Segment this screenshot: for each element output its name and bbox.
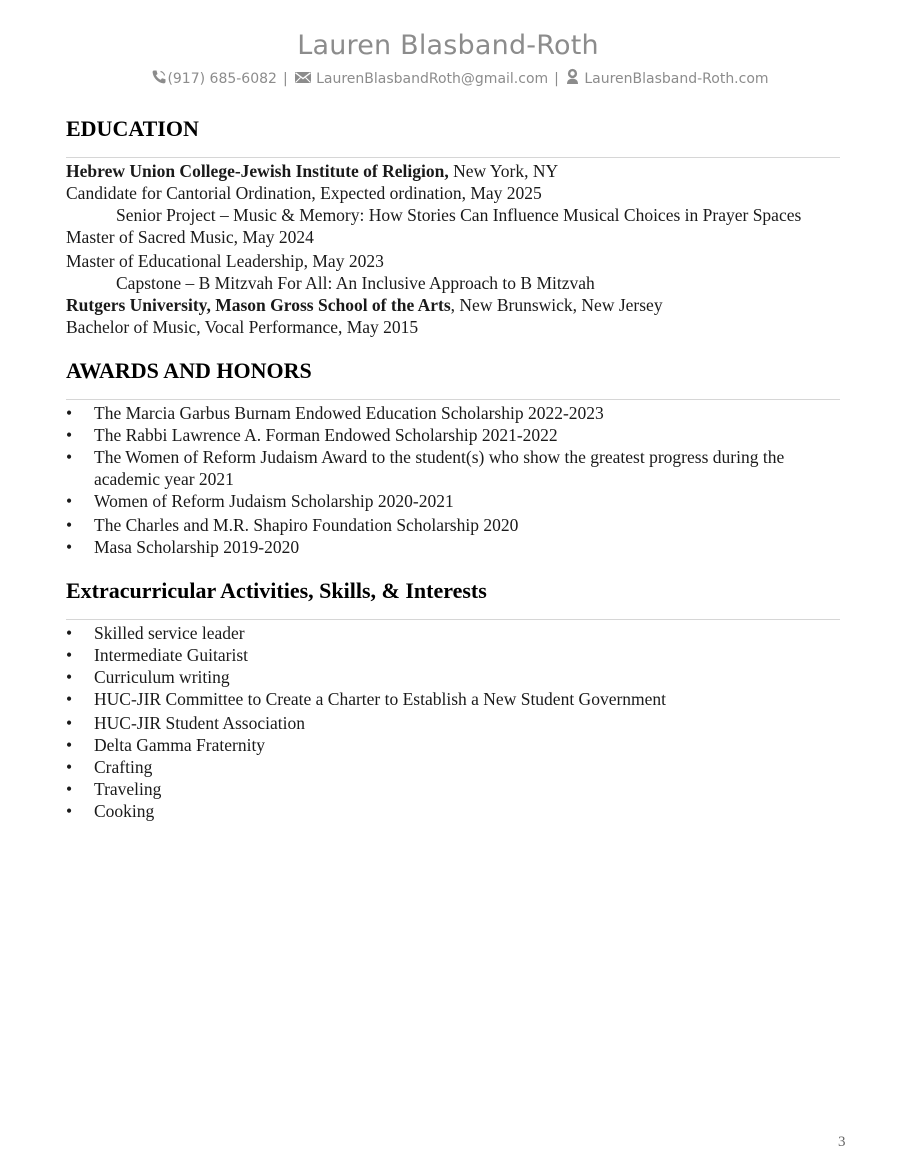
bullet-icon: • xyxy=(66,623,73,643)
project-line: Senior Project – Music & Memory: How Stories Can Influence Musical Choices in Prayer Spaces xyxy=(116,205,802,225)
section-divider xyxy=(66,619,840,620)
list-item: Curriculum writing xyxy=(94,667,230,687)
list-item: Masa Scholarship 2019-2020 xyxy=(94,537,300,557)
contact-separator: | xyxy=(282,71,288,87)
list-item: HUC-JIR Student Association xyxy=(94,713,305,733)
bullet-icon: • xyxy=(66,713,73,733)
institution-name: Rutgers University, Mason Gross School of the Arts xyxy=(66,295,451,315)
institution-location: , New Brunswick, New Jersey xyxy=(450,295,663,315)
list-item: Women of Reform Judaism Scholarship 2020-2021 xyxy=(94,491,454,511)
bullet-icon: • xyxy=(66,447,73,467)
education-entry-rutgers xyxy=(66,295,663,316)
list-item: Crafting xyxy=(94,757,153,777)
list-item: The Charles and M.R. Shapiro Foundation Scholarship 2020 xyxy=(94,515,519,535)
contact-separator: | xyxy=(554,71,559,87)
bullet-icon: • xyxy=(66,757,73,777)
list-item: The Women of Reform Judaism Award to the student(s) who show the greatest progress during the xyxy=(94,447,785,467)
bullet-icon: • xyxy=(66,491,73,511)
education-entry-huc xyxy=(66,161,558,182)
list-item: Skilled service leader xyxy=(94,623,245,643)
bullet-icon: • xyxy=(66,537,73,557)
bullet-icon: • xyxy=(66,779,73,799)
section-divider xyxy=(66,157,840,158)
section-heading-awards: AWARDS AND HONORS xyxy=(66,358,312,383)
institution-location: New York, NY xyxy=(448,161,559,181)
email-address[interactable]: LaurenBlasbandRoth@gmail.com xyxy=(316,71,549,87)
degree-line: Candidate for Cantorial Ordination, Expected ordination, May 2025 xyxy=(66,183,542,203)
envelope-icon xyxy=(294,70,312,85)
bullet-icon: • xyxy=(66,403,73,423)
project-line: Capstone – B Mitzvah For All: An Inclusive Approach to B Mitzvah xyxy=(116,273,595,293)
bullet-icon: • xyxy=(66,425,73,445)
list-item: The Rabbi Lawrence A. Forman Endowed Scholarship 2021-2022 xyxy=(94,425,558,445)
bullet-icon: • xyxy=(66,667,73,687)
list-item-continuation: academic year 2021 xyxy=(94,469,234,489)
list-item: Intermediate Guitarist xyxy=(94,645,249,665)
list-item: The Marcia Garbus Burnam Endowed Education Scholarship 2022-2023 xyxy=(94,403,604,423)
person-pin-icon xyxy=(565,68,580,85)
section-heading-education: EDUCATION xyxy=(66,116,199,141)
bullet-icon: • xyxy=(66,515,73,535)
list-item: Cooking xyxy=(94,801,155,821)
contact-line xyxy=(0,68,916,87)
list-item: Delta Gamma Fraternity xyxy=(94,735,266,755)
institution-name: Hebrew Union College-Jewish Institute of Religion, xyxy=(66,161,449,181)
degree-line: Master of Educational Leadership, May 2023 xyxy=(66,251,384,271)
phone-icon xyxy=(151,69,167,85)
page-number: 3 xyxy=(838,1134,846,1150)
bullet-icon: • xyxy=(66,735,73,755)
bullet-icon: • xyxy=(66,645,73,665)
section-divider xyxy=(66,399,840,400)
bullet-icon: • xyxy=(66,689,73,709)
list-item: Traveling xyxy=(94,779,162,799)
website-link[interactable]: LaurenBlasband-Roth.com xyxy=(584,71,769,87)
degree-line: Bachelor of Music, Vocal Performance, May 2015 xyxy=(66,317,419,337)
resume-name: Lauren Blasband-Roth xyxy=(297,30,599,61)
phone-number[interactable]: (917) 685-6082 xyxy=(167,71,277,87)
degree-line: Master of Sacred Music, May 2024 xyxy=(66,227,314,247)
section-heading-activities: Extracurricular Activities, Skills, & Interests xyxy=(66,578,487,603)
list-item: HUC-JIR Committee to Create a Charter to Establish a New Student Government xyxy=(94,689,667,709)
bullet-icon: • xyxy=(66,801,73,821)
